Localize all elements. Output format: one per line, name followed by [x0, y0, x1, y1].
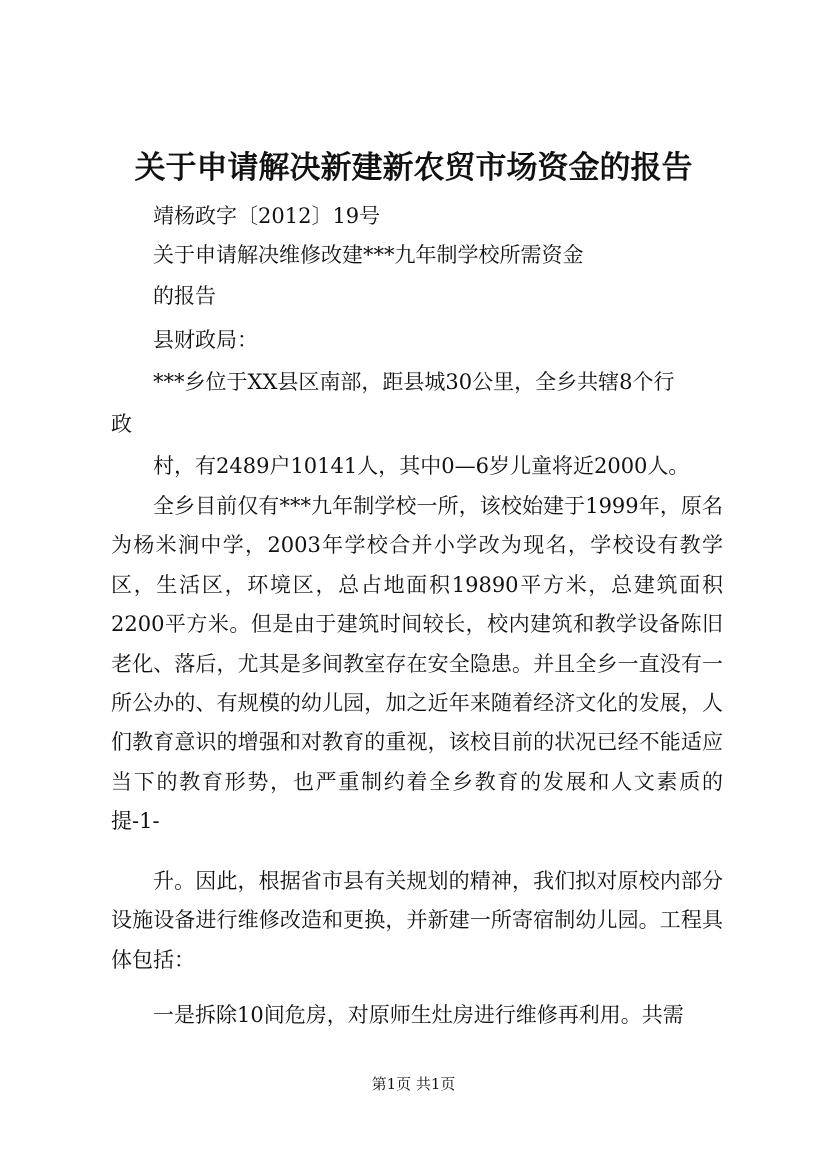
subject-line-1: 关于申请解决维修改建***九年制学校所需资金 — [153, 243, 584, 267]
document-number: 靖杨政字〔2012〕19号 — [153, 204, 381, 228]
page-footer: 第1页 共1页 — [371, 1075, 456, 1093]
paragraph-3: 全乡目前仅有***九年制学校一所，该校始建于1999年，原名为杨米涧中学，2003年学校合并小学改为现名，学校设有教学区，生活区，环境区，总占地面积19890平方米，总建筑面积2200平方米。但是由于建筑时间较长，校内建筑和教学设备陈旧老化、落后，尤其是多间教室存在安全隐患。并且全乡一直没有一所公办的、有规模的幼儿园，加之近年来随着经济文化的发展，人们教育意识的增强和对教育的重视，该校目前的状况已经不能适应当下的教育形势，也严重制约着全乡教育的发展和人文素质的提-1- — [111, 494, 723, 834]
paragraph-1-line-2: 政 — [111, 412, 132, 436]
paragraph-1-line-1: ***乡位于XX县区南部，距县城30公里，全乡共辖8个行 — [153, 370, 675, 394]
paragraph-5: 一是拆除10间危房，对原师生灶房进行维修再利用。共需 — [153, 1003, 684, 1027]
addressee: 县财政局： — [153, 328, 258, 352]
document-title: 关于申请解决新建新农贸市场资金的报告 — [134, 150, 693, 186]
paragraph-2: 村，有2489户10141人，其中0—6岁儿童将近2000人。 — [153, 454, 690, 478]
subject-line-2: 的报告 — [153, 284, 216, 308]
paragraph-4: 升。因此，根据省市县有关规划的精神，我们拟对原校内部分设施设备进行维修改造和更换，并新建一所寄宿制幼儿园。工程具体包括： — [111, 869, 723, 972]
